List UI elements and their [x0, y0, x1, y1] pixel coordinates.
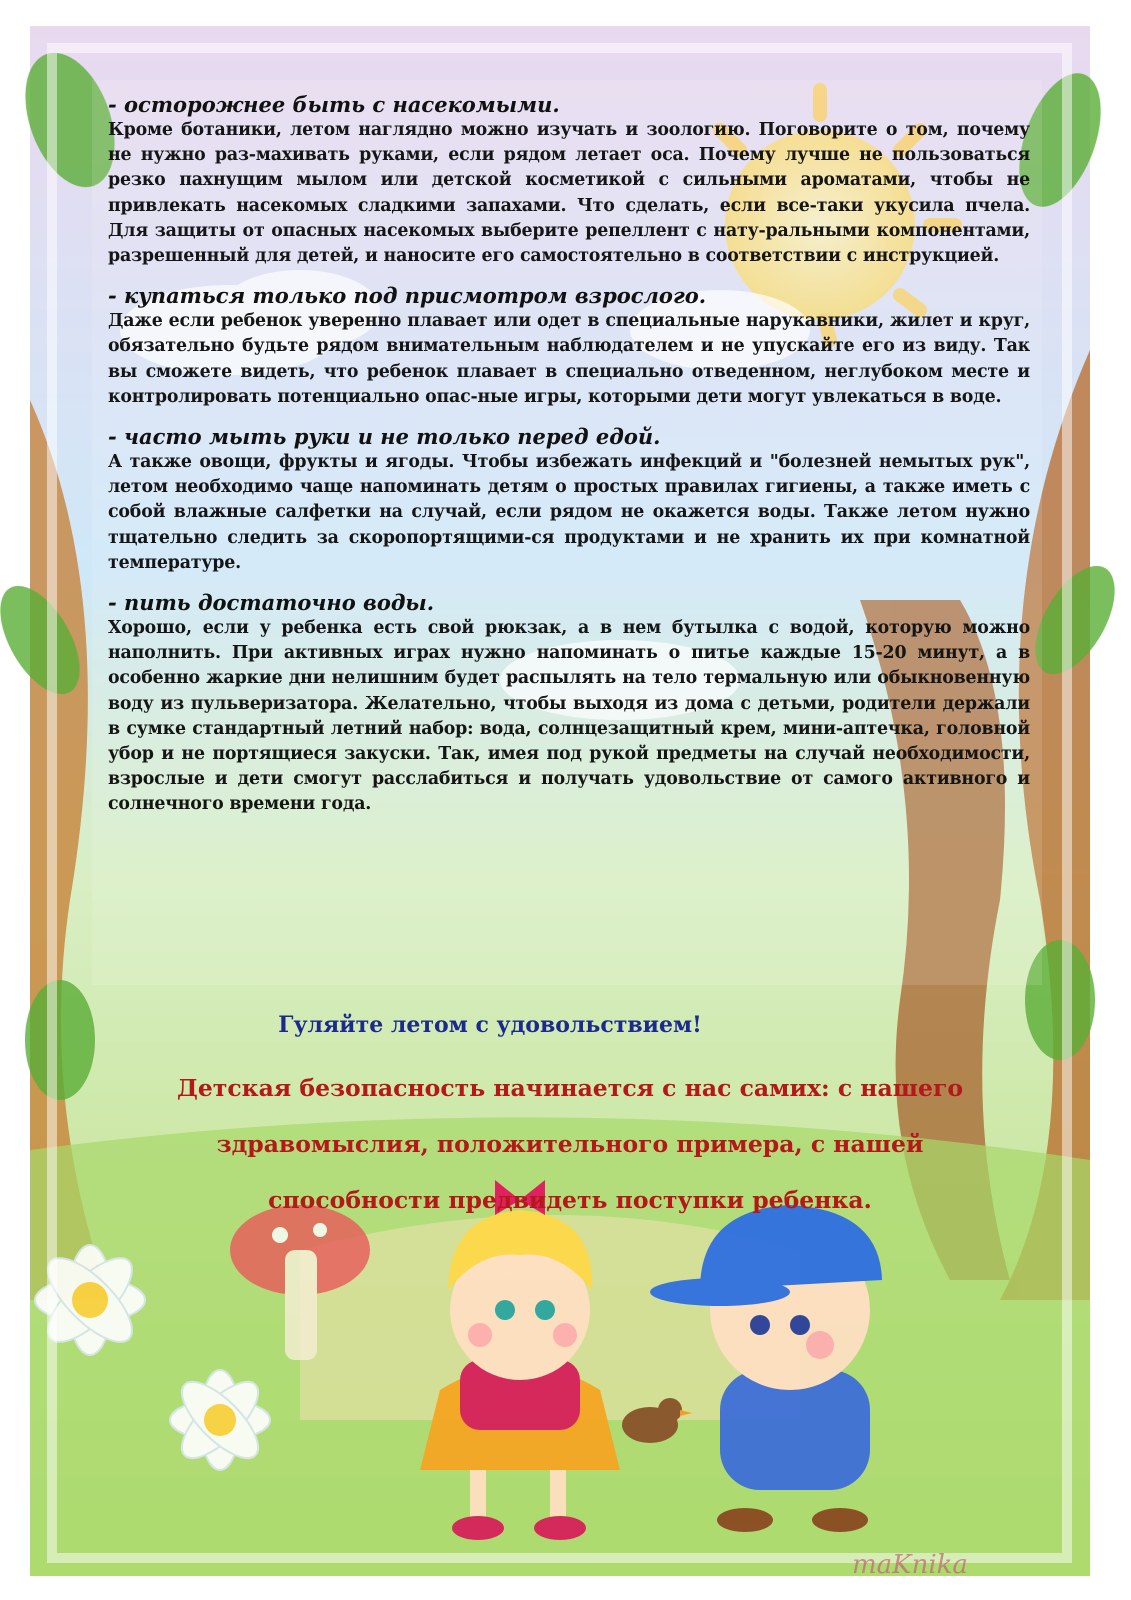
- closing-slogan: Гуляйте летом с удовольствием!: [278, 1012, 702, 1038]
- section-water: [108, 590, 1030, 818]
- section-swimming: [108, 283, 1030, 410]
- section-heading: - купаться только под присмотром взрослого.: [108, 283, 707, 309]
- closing-line-2: здравомыслия, положительного примера, с нашей: [216, 1130, 924, 1158]
- section-text: Хорошо, если у ребенка есть свой рюкзак, а в нем бутылка с водой, которую можно наполнить. При активных играх нужно напоминать о питье каждые 15-20 минут, а в особенно жаркие дни нелишним будет распылять на тело термальную или обыкновенную воду из пульверизатора. Желательно, чтобы выходя из дома с детьми, родители держали в сумке стандартный летний набор: вода, солнцезащитный крем, мини-аптечка, головной убор и не портящиеся закуски. Так, имея под рукой предметы на случай необходимости, взрослые и дети смогут расслабиться и получать удовольствие от самого активного и солнечного времени года.: [108, 618, 1030, 815]
- section-insects: [108, 92, 1030, 269]
- closing-line-3: способности предвидеть поступки ребенка.: [268, 1186, 872, 1214]
- closing-message: [100, 1060, 1040, 1228]
- section-text: Кроме ботаники, летом наглядно можно изучать и зоологию. Поговорите о том, почему не нужно раз-махивать руками, если рядом летает оса. Почему лучше не пользоваться резко пахнущим мылом или детской косметикой с сильными ароматами, чтобы не привлекать насекомых сладкими запахами. Что сделать, если все-таки укусила пчела. Для защиты от опасных насекомых выберите репеллент с нату-ральными компонентами, разрешенный для детей, и наносите его самостоятельно в соответствии с инструкцией.: [108, 120, 1030, 267]
- section-heading: - пить достаточно воды.: [108, 590, 435, 616]
- section-handwashing: [108, 424, 1030, 576]
- article-body: [108, 92, 1030, 832]
- closing-line-1: Детская безопасность начинается с нас самих: с нашего: [176, 1074, 964, 1102]
- section-heading: - часто мыть руки и не только перед едой.: [108, 424, 661, 450]
- section-text: Даже если ребенок уверенно плавает или одет в специальные нарукавники, жилет и круг, обязательно будьте рядом внимательным наблюдателем и не упускайте его из виду. Так вы сможете видеть, что ребенок плавает в специально отведенном, неглубоком месте и контролировать потенциально опас-ные игры, которыми дети могут увлекаться в воде.: [108, 311, 1030, 407]
- section-heading: - осторожнее быть с насекомыми.: [108, 92, 560, 117]
- artist-watermark: maKnika: [852, 1550, 968, 1580]
- section-text: А также овощи, фрукты и ягоды. Чтобы избежать инфекций и "болезней немытых рук", летом необходимо чаще напоминать детям о простых правилах гигиены, а также иметь с собой влажные салфетки на случай, если рядом не окажется воды. Также летом нужно тщательно следить за скоропортящими-ся продуктами и не хранить их при комнатной температуре.: [108, 452, 1030, 573]
